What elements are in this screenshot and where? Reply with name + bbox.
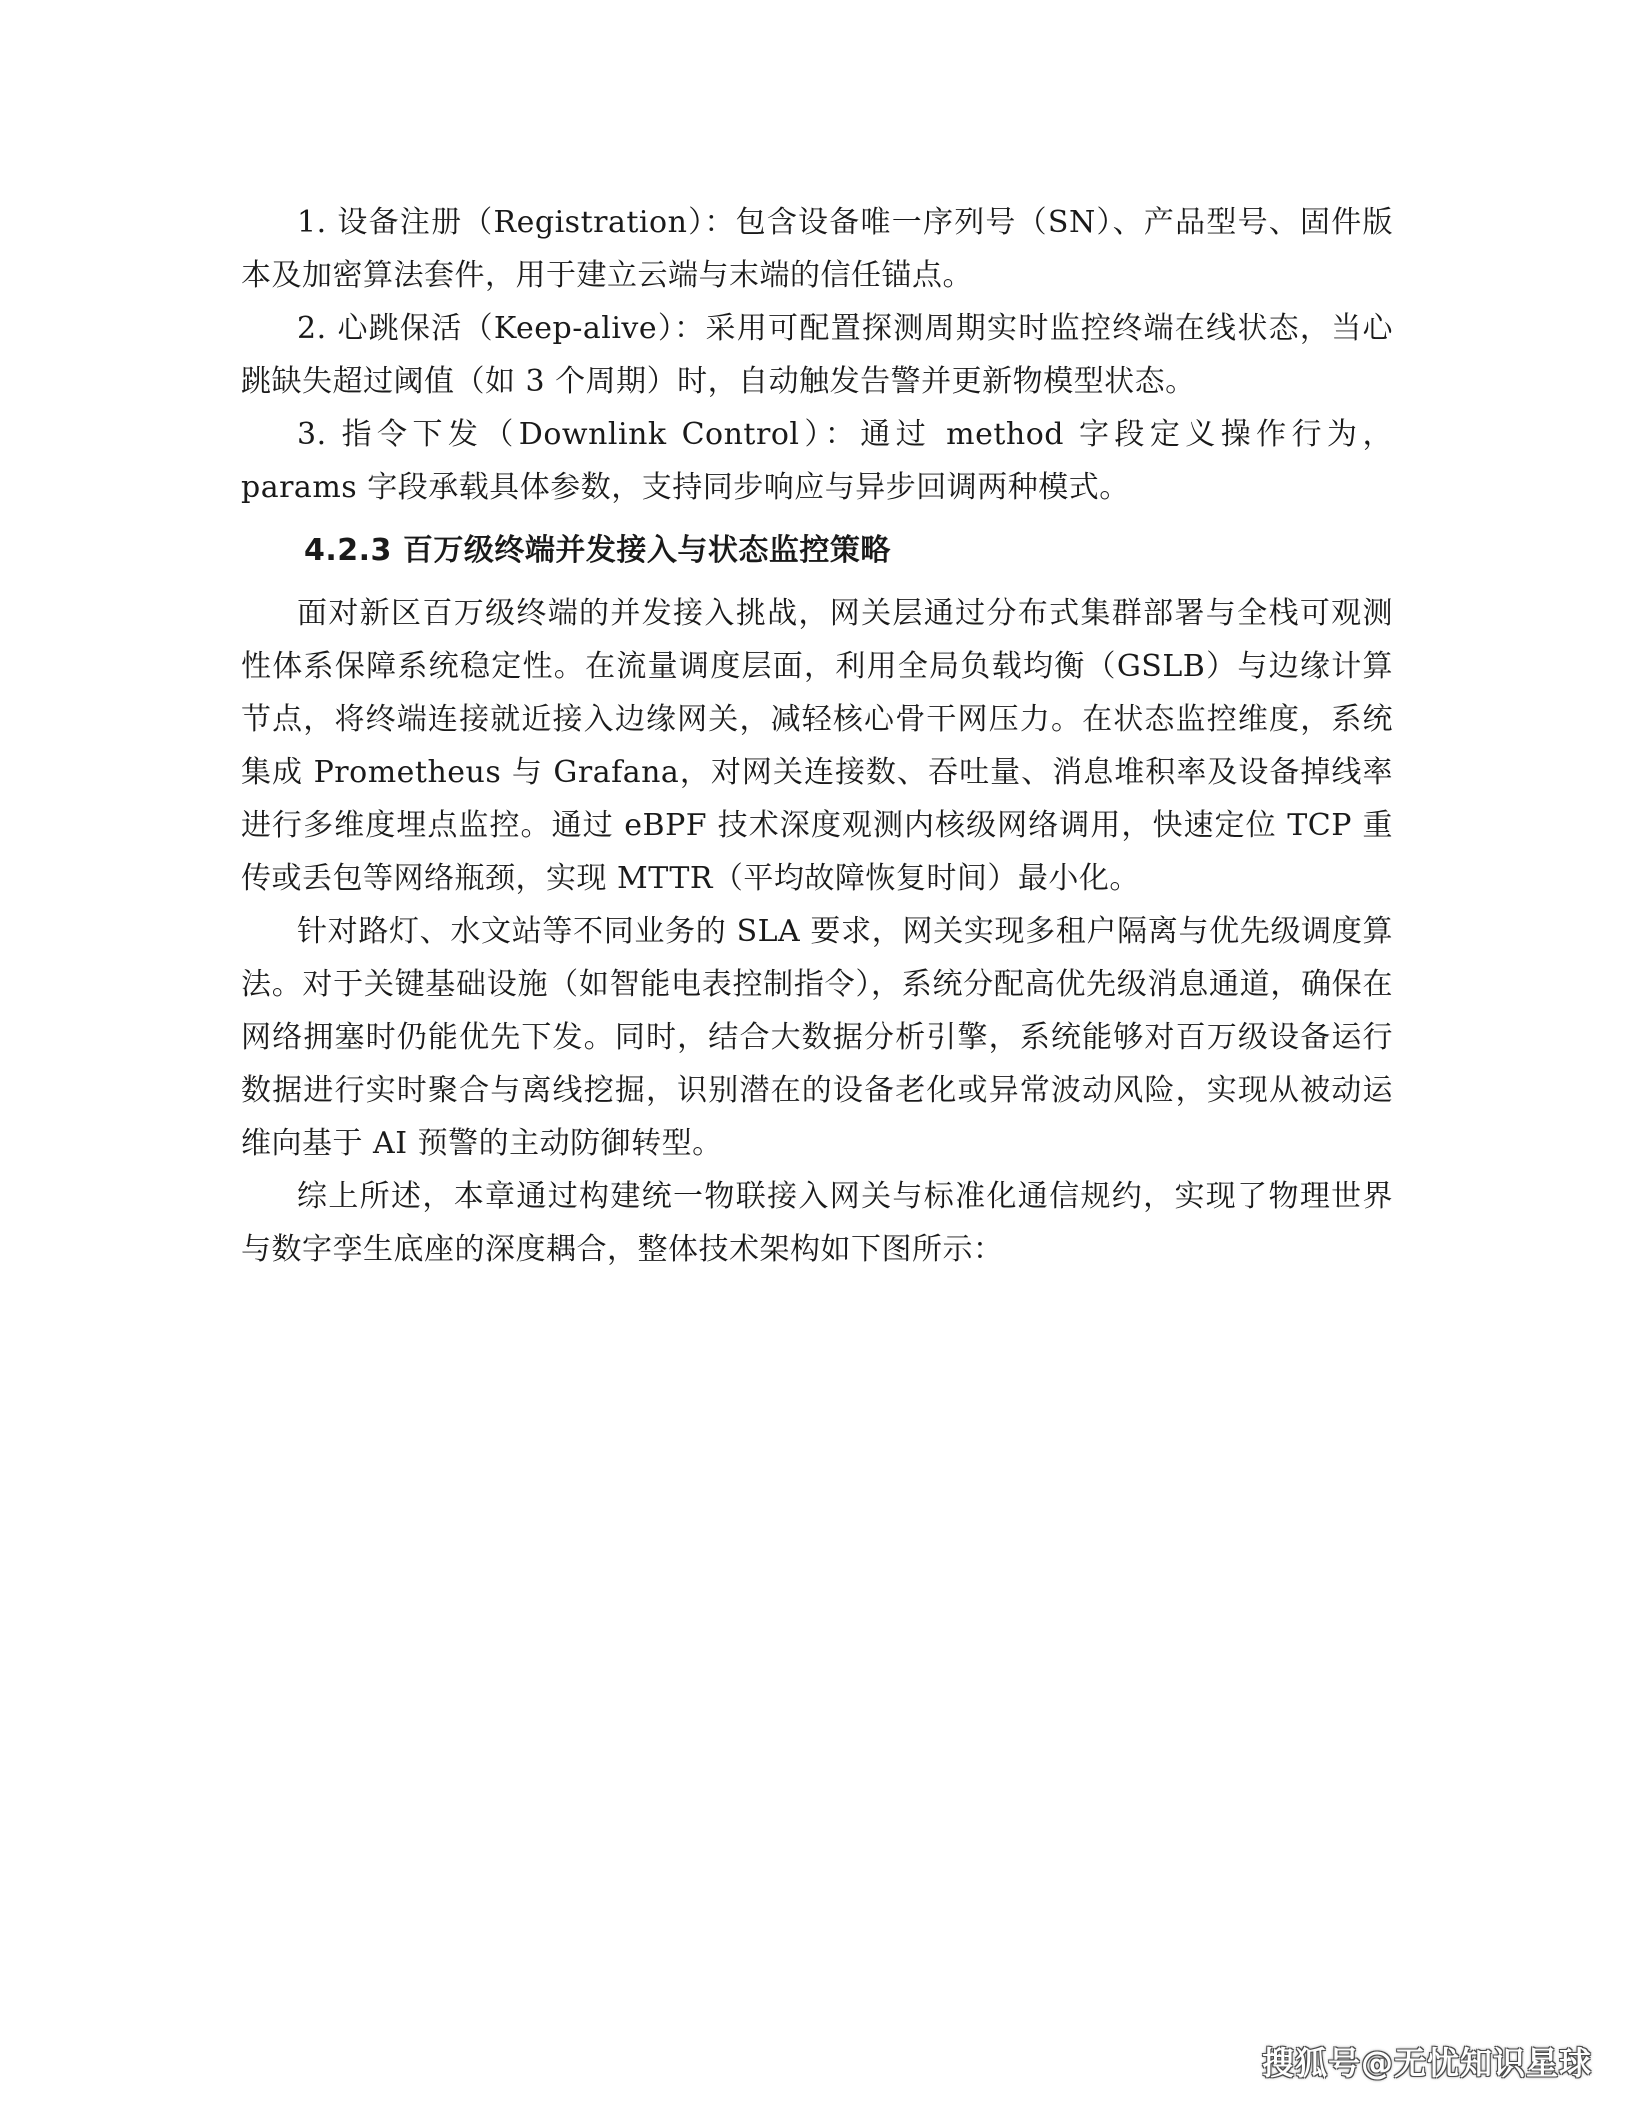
body-paragraph-2: 针对路灯、水文站等不同业务的 SLA 要求，网关实现多租户隔离与优先级调度算法。对于关键基础设施（如智能电表控制指令），系统分配高优先级消息通道，确保在网络拥塞时仍能优先下发。同时，结合大数据分析引擎，系统能够对百万级设备运行数据进行实时聚合与离线挖掘，识别潜在的设备老化或异常波动风险，实现从被动运维向基于 AI 预警的主动防御转型。 xyxy=(241,914,1393,1161)
list-item-registration: 1. 设备注册（Registration）：包含设备唯一序列号（SN）、产品型号、固件版本及加密算法套件，用于建立云端与末端的信任锚点。 xyxy=(241,205,1393,293)
body-paragraph-1: 面对新区百万级终端的并发接入挑战，网关层通过分布式集群部署与全栈可观测性体系保障系统稳定性。在流量调度层面，利用全局负载均衡（GSLB）与边缘计算节点，将终端连接就近接入边缘网关，减轻核心骨干网压力。在状态监控维度，系统集成 Prometheus 与 Grafana，对网关连接数、吞吐量、消息堆积率及设备掉线率进行多维度埋点监控。通过 eBPF 技术深度观测内核级网络调用，快速定位 TCP 重传或丢包等网络瓶颈，实现 MTTR（平均故障恢复时间）最小化。 xyxy=(241,596,1393,896)
document-body xyxy=(241,196,1393,1276)
list-item-keepalive: 2. 心跳保活（Keep-alive）：采用可配置探测周期实时监控终端在线状态，当心跳缺失超过阈值（如 3 个周期）时，自动触发告警并更新物模型状态。 xyxy=(241,311,1393,399)
body-paragraph-3: 综上所述，本章通过构建统一物联接入网关与标准化通信规约，实现了物理世界与数字孪生底座的深度耦合，整体技术架构如下图所示： xyxy=(241,1179,1393,1267)
list-item-downlink: 3. 指令下发（Downlink Control）：通过 method 字段定义操作行为，params 字段承载具体参数，支持同步响应与异步回调两种模式。 xyxy=(241,417,1393,505)
section-heading: 4.2.3 百万级终端并发接入与状态监控策略 xyxy=(304,533,891,568)
watermark: 搜狐号@无忧知识星球 xyxy=(1261,2044,1592,2082)
